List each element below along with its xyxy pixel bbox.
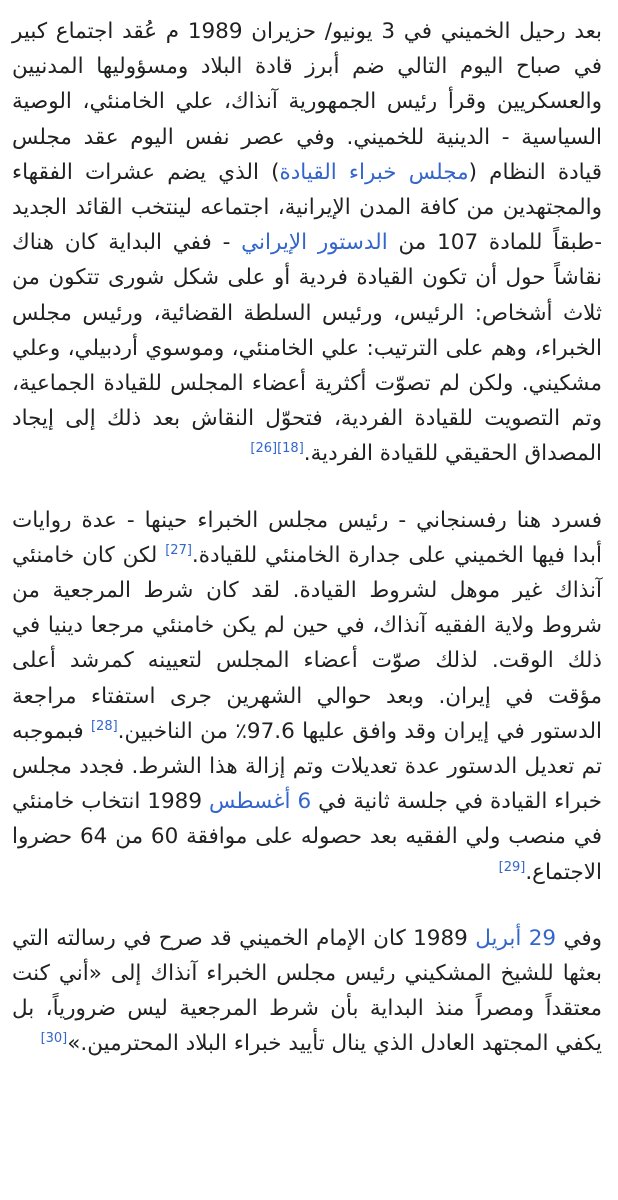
link-august-6[interactable]: 6 أغسطس [209, 789, 312, 815]
citation-28[interactable]: [28] [90, 718, 118, 734]
link-iranian-constitution[interactable]: الدستور الإيراني [241, 230, 388, 256]
citation-27[interactable]: [27] [165, 542, 192, 558]
citation-29[interactable]: [29] [498, 859, 526, 875]
paragraph-text: فبموجبه تم تعديل الدستور عدة تعديلات وتم إزالة هذا الشرط. فجدد مجلس خبراء القيادة في جلسة ثانية في [12, 718, 602, 815]
paragraph-rafsanjani-account [12, 503, 602, 890]
paragraph-succession-meeting [12, 14, 602, 472]
paragraph-text: وفي [556, 925, 603, 951]
citation-26[interactable]: [26] [250, 441, 278, 457]
link-assembly-of-experts[interactable]: مجلس خبراء القيادة [279, 159, 469, 185]
paragraph-text: ) الذي يضم عشرات الفقهاء والمجتهدين من كافة المدن الإيرانية، اجتماعه لينتخب القائد الجديد -طبقاً للمادة 107 من [12, 159, 602, 256]
link-april-29[interactable]: 29 أبريل [475, 925, 557, 951]
paragraph-text: 1989 انتخاب خامنئي في منصب ولي الفقيه بعد حصوله على موافقة 60 من 64 حضروا الاجتماع. [12, 789, 602, 885]
citation-18[interactable]: [18] [277, 441, 304, 457]
paragraph-text: لكن كان خامنئي آنذاك غير موهل لشروط القيادة. لقد كان شرط المرجعية من شروط ولاية الفقيه آنذاك، في حين لم يكن خامنئي مرجعا دينيا في ذلك الوقت. لذلك صوّت أعضاء المجلس لتعيينه كمرشد أعلى مؤقت في إيران. وبعد حوالي الشهرين جرى استفتاء مراجعة الدستور في إيران وقد وافق عليها 97.6٪ من الناخبين. [12, 542, 602, 744]
paragraph-text: فسرد هنا رفسنجاني - رئيس مجلس الخبراء حينها - عدة روايات أبدا فيها الخميني على جدارة الخامنئي للقيادة. [12, 507, 602, 568]
paragraph-text: 1989 كان الإمام الخميني قد صرح في رسالته التي بعثها للشيخ المشكيني رئيس مجلس الخبراء آنذاك إلى «أني كنت معتقداً ومصراً منذ البداية بأن شرط المرجعية ليس ضرورياً، بل يكفي المجتهد العادل الذي ينال تأييد خبراء البلاد المحترمين.» [12, 925, 602, 1057]
paragraph-khomeini-letter [12, 921, 602, 1062]
paragraph-text: - ففي البداية كان هناك نقاشاً حول أن تكون القيادة فردية أو على شكل شورى تتكون من ثلاث أشخاص: الرئيس، ورئيس السلطة القضائية، ورئيس مجلس الخبراء، وهم على الترتيب: علي الخامنئي، وموسوي أردبيلي، وعلي مشكيني. ولكن لم تصوّت أكثرية أعضاء المجلس للقيادة الجماعية، وتم التصويت للقيادة الفردية، فتحوّل النقاش بعد ذلك إلى إيجاد المصداق الحقيقي للقيادة الفردية. [12, 230, 602, 467]
paragraph-text: بعد رحيل الخميني في 3 يونيو/ حزيران 1989 م عُقد اجتماع كبير في صباح اليوم التالي ضم أبرز قادة البلاد ومسؤوليها المدنيين والعسكريين وقرأ رئيس الجمهورية آنذاك، علي الخامنئي، الوصية السياسية - الدينية للخميني. وفي عصر نفس اليوم عقد مجلس قيادة النظام ( [12, 19, 602, 185]
citation-30[interactable]: [30] [40, 1031, 68, 1047]
